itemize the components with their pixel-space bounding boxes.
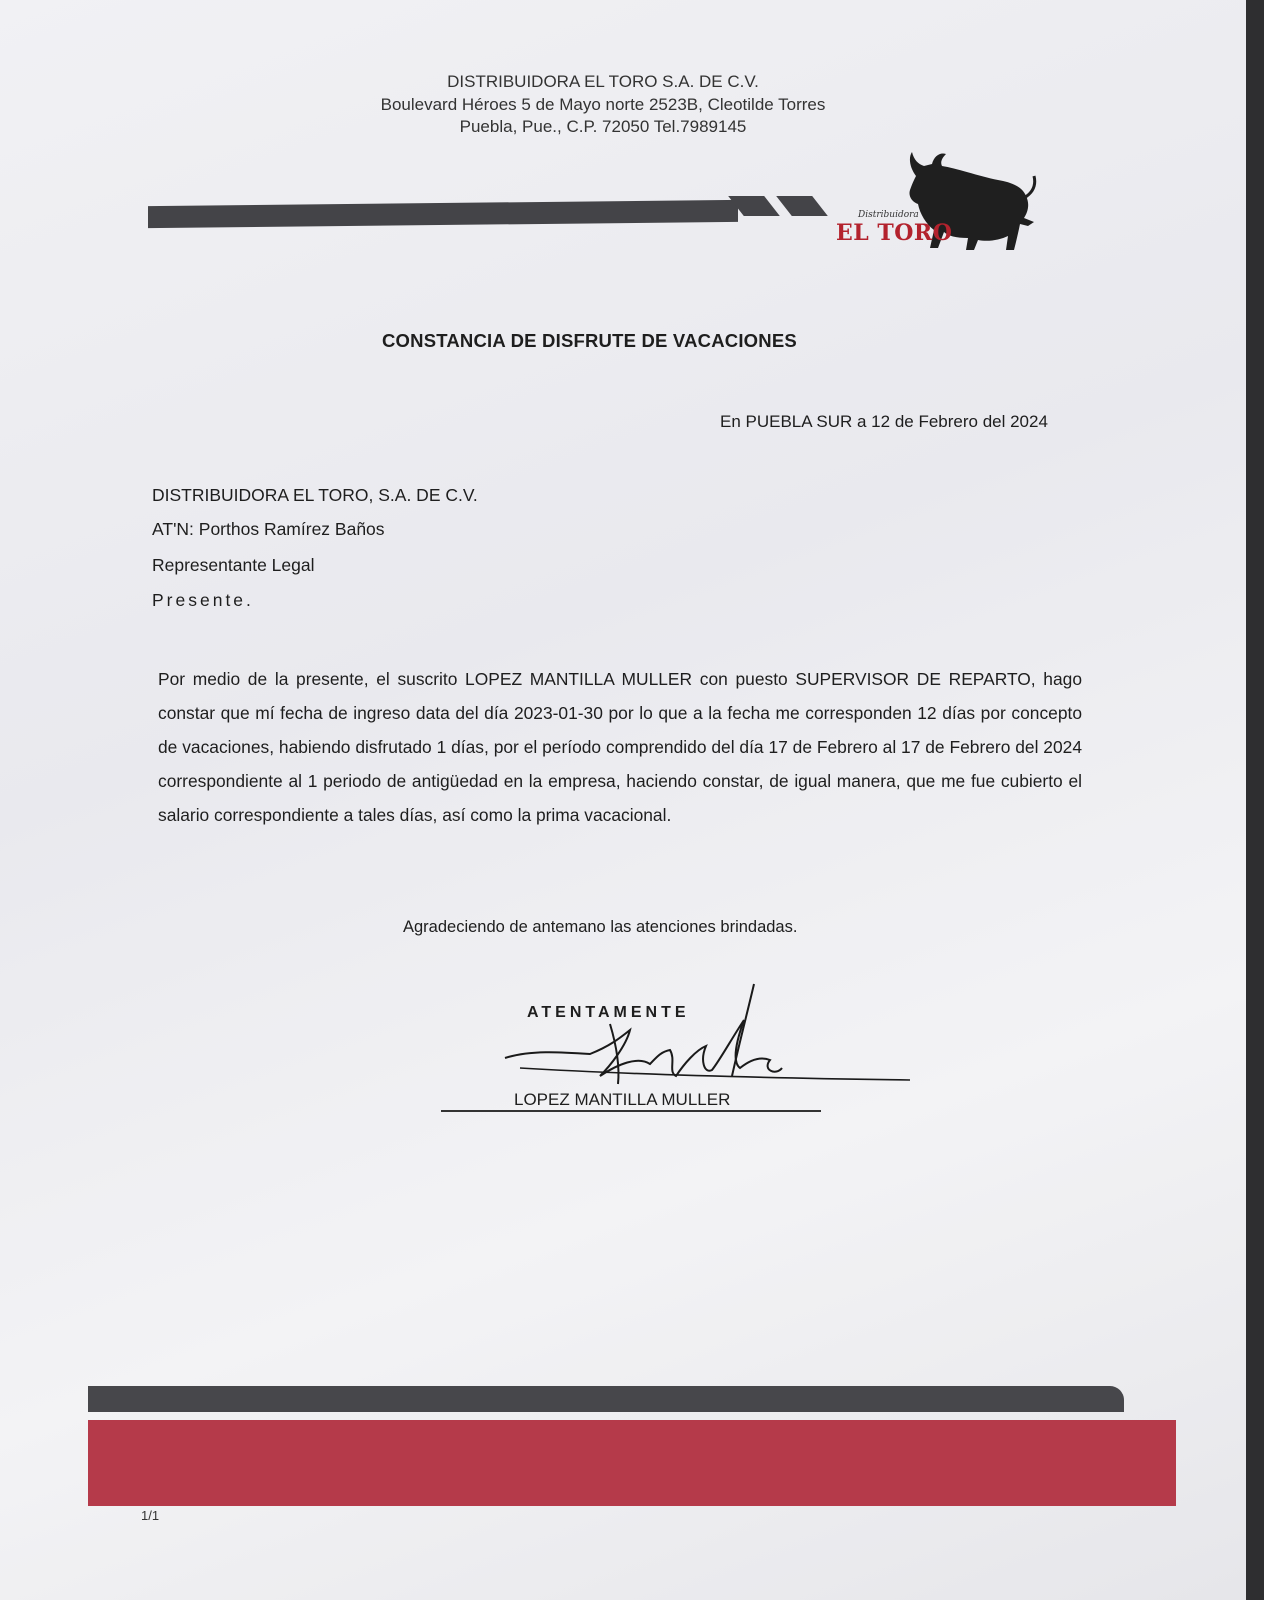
body-paragraph: Por medio de la presente, el suscrito LOPEZ MANTILLA MULLER con puesto SUPERVISOR DE REPARTO, hago constar que mí fecha de ingreso data del día 2023-01-30 por lo que a la fecha me corresponden 12 días por concepto de vacaciones, habiendo disfrutado 1 días, por el período comprendido del día 17 de Febrero al 17 de Febrero del 2024 correspondiente al 1 periodo de antigüedad en la empresa, haciendo constar, de igual manera, que me fue cubierto el salario correspondiente a tales días, así como la prima vacacional.: [158, 669, 1082, 825]
header-chevron: [776, 196, 828, 216]
signature-line: [441, 1110, 821, 1112]
recipient-attention: AT'N: Porthos Ramírez Baños: [152, 519, 385, 539]
logo-small-text: Distribuidora: [858, 210, 919, 220]
header-stripe: [148, 200, 738, 228]
recipient-company: DISTRIBUIDORA EL TORO, S.A. DE C.V.: [152, 485, 478, 505]
page-number: 1/1: [141, 1508, 160, 1523]
sign-label: ATENTAMENTE: [527, 1004, 690, 1021]
recipient-role: Representante Legal: [152, 555, 315, 575]
company-address-line2: Puebla, Pue., C.P. 72050 Tel.7989145: [459, 117, 747, 136]
company-address-line1: Boulevard Héroes 5 de Mayo norte 2523B, Cleotilde Torres: [380, 95, 826, 114]
footer-dark-stripe: [88, 1386, 1124, 1412]
background-edge: [1246, 0, 1264, 1600]
logo-text: EL TORO: [836, 220, 953, 246]
signer-name: LOPEZ MANTILLA MULLER: [514, 1090, 731, 1109]
footer-red-band: [88, 1420, 1176, 1506]
recipient-presente: Presente.: [152, 590, 254, 610]
document-title: CONSTANCIA DE DISFRUTE DE VACACIONES: [382, 330, 797, 351]
company-name: DISTRIBUIDORA EL TORO S.A. DE C.V.: [447, 72, 759, 91]
date-line: En PUEBLA SUR a 12 de Febrero del 2024: [720, 412, 1048, 431]
closing-line: Agradeciendo de antemano las atenciones brindadas.: [403, 918, 798, 936]
